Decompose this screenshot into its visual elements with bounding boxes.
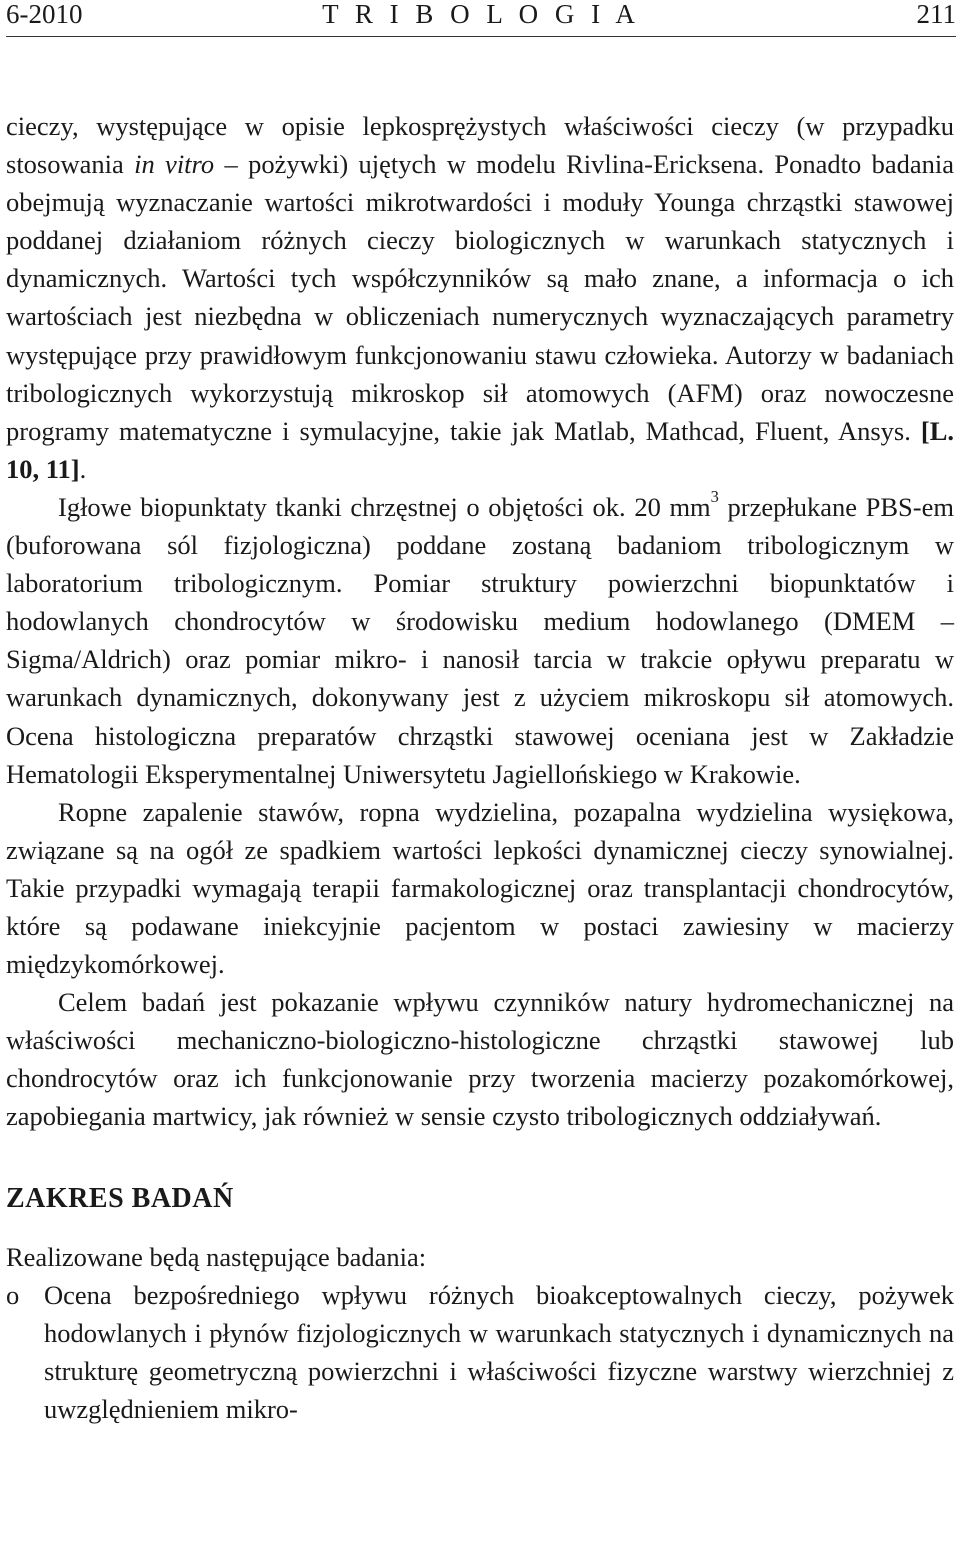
section-title: ZAKRES BADAŃ (6, 1182, 234, 1214)
page-number: 211 (916, 0, 956, 29)
paragraph-1-text-a: cieczy, występujące w opisie lepkosprężystych właściwości cieczy (w przypadku stosowania (6, 111, 954, 180)
paragraph-4: Celem badań jest pokazanie wpływu czynników natury hydromechanicznej na właściwości mechaniczno-biologiczno-histologiczne chrząstki stawowej lub chondrocytów oraz ich funkcjonowanie przy tworzenia macierzy pozakomórkowej, zapobiegania martwicy, jak również w sensie czysto tribologicznych oddziaływań. (6, 987, 954, 1132)
paragraph-1-end: . (79, 453, 87, 484)
paragraph-2-text-a: Igłowe biopunktaty tkanki chrzęstnej o objętości ok. 20 mm (58, 491, 711, 522)
paragraph-3: Ropne zapalenie stawów, ropna wydzielina, pozapalna wydzielina wysiękowa, związane są na ogół ze spadkiem wartości lepkości dynamicznej cieczy synowialnej. Takie przypadki wymagają terapii farmakologicznej oraz transplantacji chondrocytów, które są podawane iniekcyjnie pacjentom w postaci zawiesiny w macierzy międzykomórkowej. (6, 796, 954, 980)
issue-number: 6-2010 (6, 0, 83, 29)
list-item (6, 1276, 954, 1428)
section-intro: Realizowane będą następujące badania: (6, 1241, 427, 1272)
citation: [L. 10, 11] (6, 415, 954, 484)
paragraph-1-italic: in vitro (134, 149, 215, 180)
list-item-text: Ocena bezpośredniego wpływu różnych bioakceptowalnych cieczy, pożywek hodowlanych i płynów fizjologicznych w warunkach statycznych i dynamicznych na strukturę geometryczną powierzchni i właściwości fizyczne warstwy wierzchniej z uwzględnieniem mikro- (44, 1279, 954, 1424)
paragraph-1-text-b: – pożywki) ujętych w modelu Rivlina-Ericksena. Ponadto badania obejmują wyznaczanie wartości mikrotwardości i moduły Younga chrząstki stawowej poddanej działaniom różnych cieczy biologicznych w warunkach statycznych i dynamicznych. Wartości tych współczynników są mało znane, a informacja o ich wartościach jest niezbędna w obliczeniach numerycznych wyznaczających parametry występujące przy prawidłowym funkcjonowaniu stawu człowieka. Autorzy w badaniach tribologicznych wykorzystują mikroskop sił atomowych (AFM) oraz nowoczesne programy matematyczne i symulacyjne, takie jak Matlab, Mathcad, Fluent, Ansys. (6, 149, 955, 446)
bullet-o-icon: o (6, 1279, 20, 1310)
research-list (6, 1276, 954, 1428)
paragraph-1 (6, 107, 954, 488)
paragraph-2 (6, 488, 954, 793)
journal-title: T R I B O L O G I A (322, 0, 640, 29)
article-body (6, 107, 954, 1428)
header-rule (6, 36, 956, 37)
page-header (6, 0, 956, 40)
paragraph-2-text-b: przepłukane PBS-em (buforowana sól fizjologiczna) poddane zostaną badaniom tribologicznym w laboratorium tribologicznym. Pomiar struktury powierzchni biopunktatów i hodowlanych chondrocytów w środowisku medium hodowlanego (DMEM – Sigma/Aldrich) oraz pomiar mikro- i nanosił tarcia w trakcie opływu preparatu w warunkach dynamicznych, dokonywany jest z użyciem mikroskopu sił atomowych. Ocena histologiczna preparatów chrząstki stawowej oceniana jest w Zakładzie Hematologii Eksperymentalnej Uniwersytetu Jagiellońskiego w Krakowie. (6, 491, 954, 789)
superscript-3: 3 (710, 487, 719, 507)
